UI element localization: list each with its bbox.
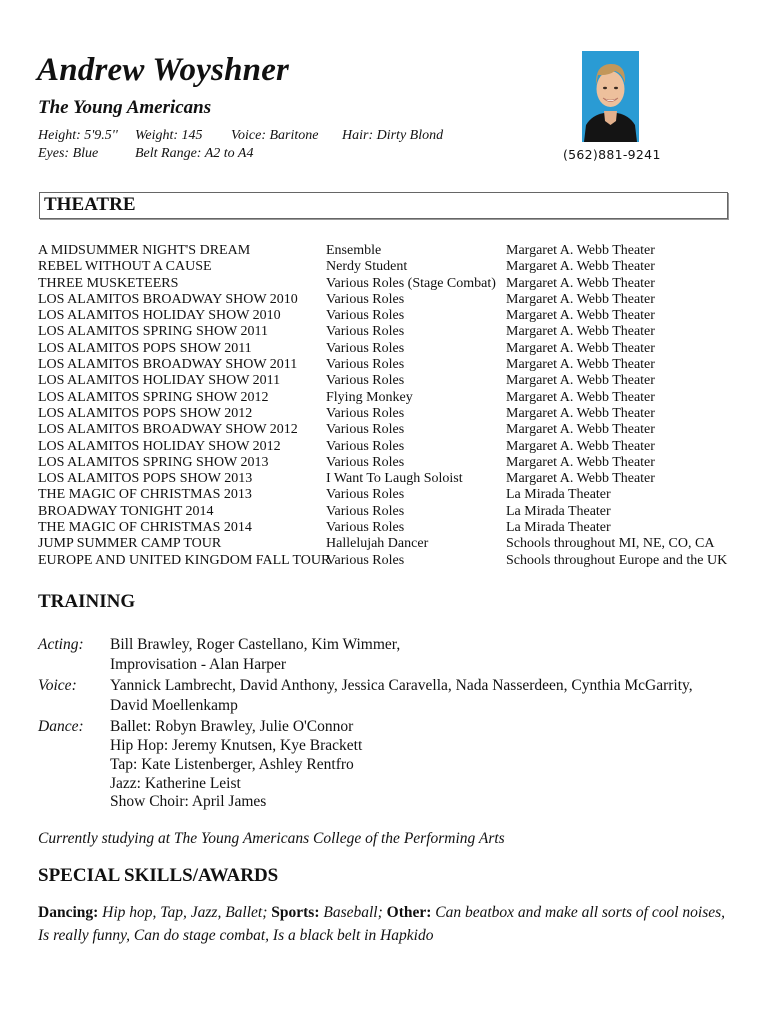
credit-role: Various Roles <box>326 340 405 356</box>
credit-role: Various Roles <box>326 503 405 519</box>
credit-row <box>38 341 738 357</box>
credit-show: BROADWAY TONIGHT 2014 <box>38 503 214 519</box>
credit-role: Various Roles <box>326 405 405 421</box>
credit-venue: Margaret A. Webb Theater <box>506 259 655 275</box>
credit-row <box>38 308 738 324</box>
credit-venue: Margaret A. Webb Theater <box>506 373 655 389</box>
credit-role: Nerdy Student <box>326 259 408 275</box>
acting-line: Bill Brawley, Roger Castellano, Kim Wimmer, <box>110 636 401 653</box>
credit-venue: Schools throughout Europe and the UK <box>506 552 728 568</box>
sports-skills: Baseball; <box>323 904 383 921</box>
phone-number: (562)881-9241 <box>563 147 661 162</box>
credit-show: LOS ALAMITOS HOLIDAY SHOW 2010 <box>38 308 281 324</box>
credit-row <box>38 455 738 471</box>
credit-venue: La Mirada Theater <box>506 487 611 503</box>
credit-role: Various Roles <box>326 308 405 324</box>
credit-venue: Margaret A. Webb Theater <box>506 471 655 487</box>
credit-show: REBEL WITHOUT A CAUSE <box>38 259 212 275</box>
credit-role: Various Roles <box>326 373 405 389</box>
credit-role: Various Roles <box>326 520 405 536</box>
dance-line: Tap: Kate Listenberger, Ashley Rentfro <box>110 756 354 773</box>
credit-show: LOS ALAMITOS BROADWAY SHOW 2010 <box>38 291 298 307</box>
dance-label: Dance: <box>38 718 84 735</box>
dance-line: Ballet: Robyn Brawley, Julie O'Connor <box>110 718 354 735</box>
credit-venue: La Mirada Theater <box>506 520 611 536</box>
credit-row <box>38 292 738 308</box>
headshot-photo <box>582 51 639 142</box>
credit-venue: Margaret A. Webb Theater <box>506 340 655 356</box>
training-heading: TRAINING <box>38 591 136 612</box>
credit-role: Various Roles <box>326 291 405 307</box>
credit-venue: Margaret A. Webb Theater <box>506 291 655 307</box>
sports-label: Sports: <box>271 904 320 921</box>
credit-venue: Margaret A. Webb Theater <box>506 243 655 258</box>
credit-show: LOS ALAMITOS POPS SHOW 2012 <box>38 405 253 421</box>
credit-venue: Margaret A. Webb Theater <box>506 308 655 324</box>
credit-role: Hallelujah Dancer <box>326 536 429 552</box>
theatre-heading-box <box>39 192 728 219</box>
dancing-skills: Hip hop, Tap, Jazz, Ballet; <box>102 904 268 921</box>
credit-show: LOS ALAMITOS SPRING SHOW 2012 <box>38 389 269 405</box>
credit-row <box>38 276 738 292</box>
voice-line: David Moellenkamp <box>110 697 238 714</box>
voice-stat: Voice: Baritone <box>231 128 319 143</box>
credit-row <box>38 390 738 406</box>
credit-role: Various Roles <box>326 324 405 340</box>
credit-row <box>38 471 738 487</box>
credit-show: JUMP SUMMER CAMP TOUR <box>38 536 222 552</box>
theatre-credits-list <box>38 243 738 569</box>
credit-venue: Margaret A. Webb Theater <box>506 275 655 291</box>
credit-show: LOS ALAMITOS BROADWAY SHOW 2011 <box>38 357 298 373</box>
credit-role: Various Roles (Stage Combat) <box>326 275 496 291</box>
theatre-heading: THEATRE <box>44 194 136 215</box>
credit-show: THE MAGIC OF CHRISTMAS 2013 <box>38 487 252 503</box>
credit-venue: Margaret A. Webb Theater <box>506 389 655 405</box>
credit-row <box>38 536 738 552</box>
other-skills: Can beatbox and make all sorts of cool noises, Is really funny, Can do stage combat, Is a black belt in Hapkido <box>38 904 726 944</box>
credit-show: THREE MUSKETEERS <box>38 275 179 291</box>
credit-show: LOS ALAMITOS SPRING SHOW 2013 <box>38 454 269 470</box>
credit-show: LOS ALAMITOS HOLIDAY SHOW 2012 <box>38 438 281 454</box>
credit-row <box>38 243 738 259</box>
credit-show: LOS ALAMITOS POPS SHOW 2011 <box>38 340 252 356</box>
dance-line: Jazz: Katherine Leist <box>110 775 241 792</box>
credit-show: LOS ALAMITOS HOLIDAY SHOW 2011 <box>38 373 281 389</box>
credit-venue: Margaret A. Webb Theater <box>506 422 655 438</box>
skills-heading: SPECIAL SKILLS/AWARDS <box>38 865 279 886</box>
credit-role: Various Roles <box>326 552 405 568</box>
acting-line: Improvisation - Alan Harper <box>110 656 287 673</box>
credit-role: Various Roles <box>326 454 405 470</box>
weight-stat: Weight: 145 <box>135 128 203 143</box>
credit-row <box>38 487 738 503</box>
credit-row <box>38 357 738 373</box>
credit-show: LOS ALAMITOS SPRING SHOW 2011 <box>38 324 268 340</box>
credit-role: Various Roles <box>326 438 405 454</box>
acting-label: Acting: <box>38 636 84 653</box>
credit-row <box>38 373 738 389</box>
credit-row <box>38 520 738 536</box>
credit-show: A MIDSUMMER NIGHT'S DREAM <box>38 243 251 258</box>
hair-stat: Hair: Dirty Blond <box>342 128 444 143</box>
credit-show: THE MAGIC OF CHRISTMAS 2014 <box>38 520 252 536</box>
actor-name: Andrew Woyshner <box>37 52 290 88</box>
credit-row <box>38 422 738 438</box>
credit-venue: Margaret A. Webb Theater <box>506 438 655 454</box>
company-name: The Young Americans <box>38 97 212 118</box>
dance-line: Hip Hop: Jeremy Knutsen, Kye Brackett <box>110 737 363 754</box>
dance-line: Show Choir: April James <box>110 793 267 810</box>
credit-role: Various Roles <box>326 422 405 438</box>
credit-show: LOS ALAMITOS BROADWAY SHOW 2012 <box>38 422 298 438</box>
other-label: Other: <box>386 904 432 921</box>
credit-row <box>38 259 738 275</box>
voice-line: Yannick Lambrecht, David Anthony, Jessica Caravella, Nada Nasserdeen, Cynthia McGarrity, <box>110 677 693 694</box>
credit-row <box>38 439 738 455</box>
credit-show: EUROPE AND UNITED KINGDOM FALL TOUR <box>38 552 331 568</box>
credit-role: Ensemble <box>326 243 382 258</box>
belt-range-stat: Belt Range: A2 to A4 <box>135 146 254 161</box>
credit-role: Flying Monkey <box>326 389 413 405</box>
credit-row <box>38 406 738 422</box>
credit-venue: Margaret A. Webb Theater <box>506 454 655 470</box>
credit-venue: La Mirada Theater <box>506 503 611 519</box>
voice-label: Voice: <box>38 677 77 694</box>
dancing-label: Dancing: <box>38 904 99 921</box>
headshot-image <box>582 51 639 142</box>
credit-role: I Want To Laugh Soloist <box>326 471 463 487</box>
credit-venue: Margaret A. Webb Theater <box>506 405 655 421</box>
current-study-note: Currently studying at The Young Americans College of the Performing Arts <box>38 830 505 847</box>
credit-row <box>38 324 738 340</box>
credit-row <box>38 504 738 520</box>
credit-venue: Schools throughout MI, NE, CO, CA <box>506 536 715 552</box>
credit-role: Various Roles <box>326 357 405 373</box>
credit-show: LOS ALAMITOS POPS SHOW 2013 <box>38 471 253 487</box>
height-stat: Height: 5'9.5'' <box>38 128 118 143</box>
skills-paragraph <box>38 901 738 947</box>
credit-venue: Margaret A. Webb Theater <box>506 357 655 373</box>
credit-venue: Margaret A. Webb Theater <box>506 324 655 340</box>
eyes-stat: Eyes: Blue <box>38 146 99 161</box>
credit-role: Various Roles <box>326 487 405 503</box>
credit-row <box>38 553 738 569</box>
